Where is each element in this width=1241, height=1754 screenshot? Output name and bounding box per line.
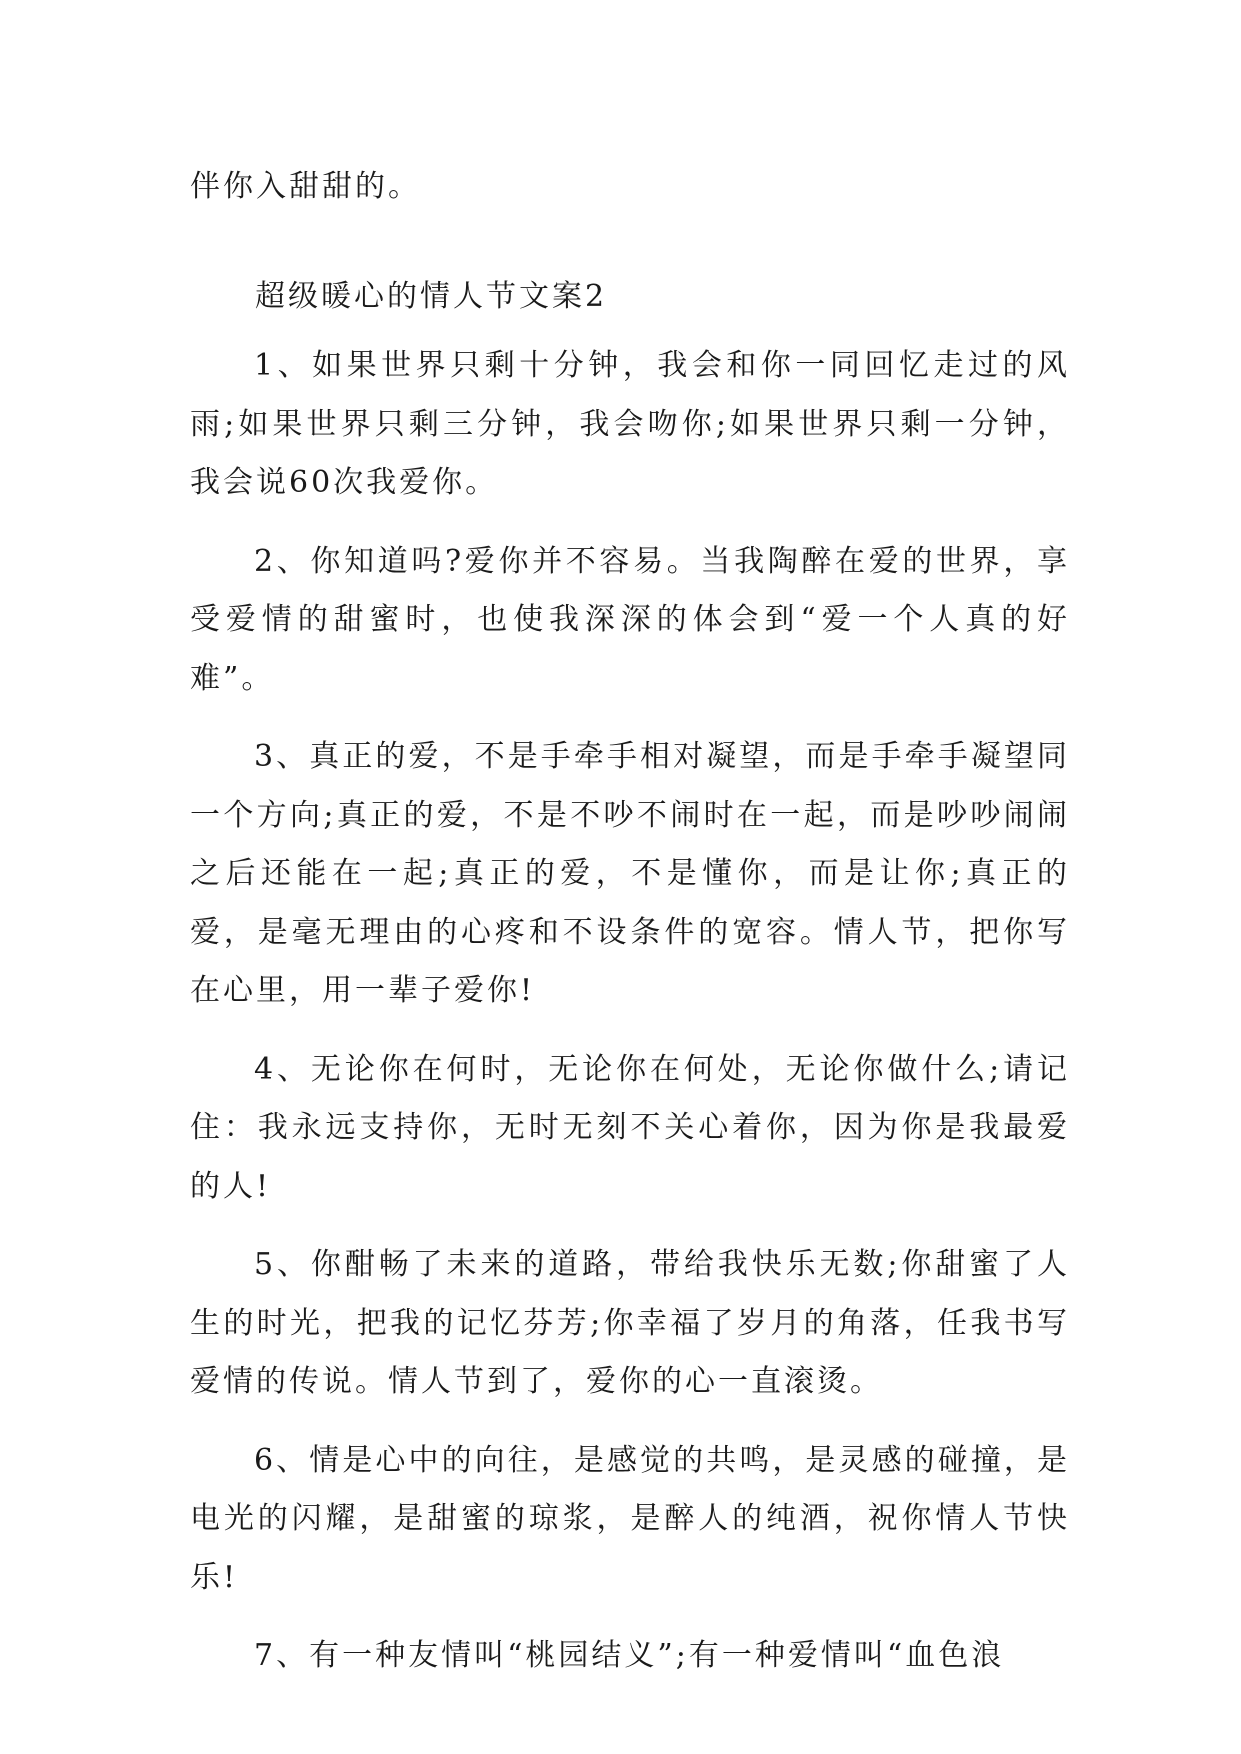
list-item: 6、情是心中的向往，是感觉的共鸣，是灵感的碰撞，是电光的闪耀，是甜蜜的琼浆，是醉人的纯酒，祝你情人节快乐! [190, 1442, 1070, 1595]
section-title: 超级暖心的情人节文案2 [255, 279, 608, 314]
continued-paragraph: 伴你入甜甜的。 [190, 169, 421, 204]
item-list [190, 337, 1070, 1706]
list-item: 1、如果世界只剩十分钟，我会和你一同回忆走过的风雨;如果世界只剩三分钟，我会吻你;如果世界只剩一分钟，我会说60次我爱你。 [190, 348, 1070, 500]
list-item: 7、有一种友情叫“桃园结义”;有一种爱情叫“血色浪 [254, 1638, 1005, 1673]
list-item: 3、真正的爱，不是手牵手相对凝望，而是手牵手凝望同一个方向;真正的爱，不是不吵不闹时在一起，而是吵吵闹闹之后还能在一起;真正的爱，不是懂你，而是让你;真正的爱，是毫无理由的心疼和不设条件的宽容。情人节，把你写在心里，用一辈子爱你! [190, 739, 1070, 1008]
list-item: 2、你知道吗?爱你并不容易。当我陶醉在爱的世界，享受爱情的甜蜜时，也使我深深的体会到“爱一个人真的好难”。 [190, 543, 1070, 696]
list-item: 5、你酣畅了未来的道路，带给我快乐无数;你甜蜜了人生的时光，把我的记忆芬芳;你幸福了岁月的角落，任我书写爱情的传说。情人节到了，爱你的心一直滚烫。 [190, 1247, 1070, 1399]
list-item: 4、无论你在何时，无论你在何处，无论你做什么;请记住：我永远支持你，无时无刻不关心着你，因为你是我最爱的人! [190, 1051, 1070, 1204]
